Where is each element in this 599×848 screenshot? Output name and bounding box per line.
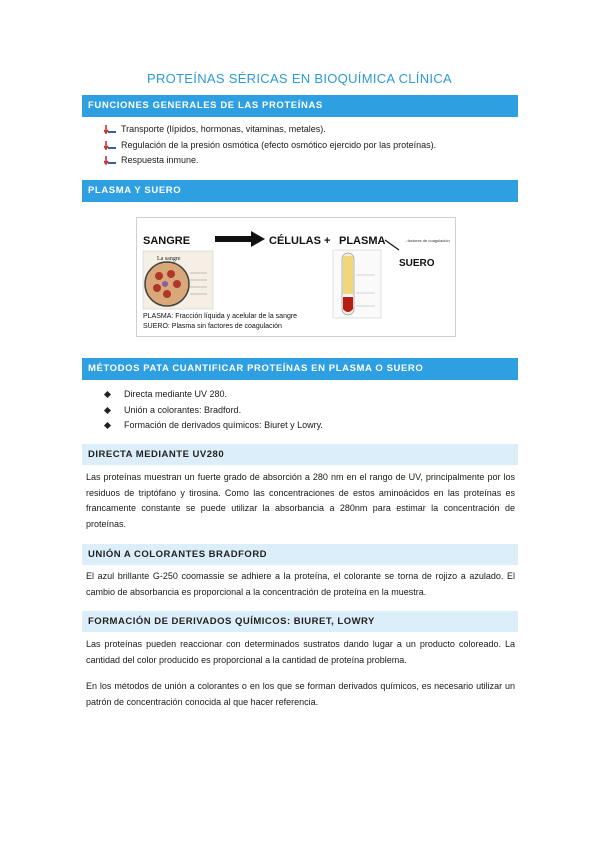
tube-image xyxy=(333,250,381,318)
subsection-heading-union: UNIÓN A COLORANTES BRADFORD xyxy=(82,544,518,565)
diamond-bullet-icon xyxy=(104,391,111,398)
funciones-list xyxy=(104,122,436,169)
page-title: PROTEÍNAS SÉRICAS EN BIOQUÍMICA CLÍNICA xyxy=(147,71,452,86)
diamond-bullet-icon xyxy=(104,422,111,429)
list-item xyxy=(104,138,436,154)
list-item-text: Regulación de la presión osmótica (efecto osmótico ejercido por las proteínas). xyxy=(121,139,437,150)
list-item-text: Directa mediante UV 280. xyxy=(124,389,228,399)
arrow-bullet-icon xyxy=(104,125,116,135)
subsection-heading-directa: DIRECTA MEDIANTE UV280 xyxy=(82,444,518,465)
label-plasma: PLASMA xyxy=(339,235,386,247)
list-item-text: Respuesta inmune. xyxy=(121,155,199,165)
paragraph-directa: Las proteínas muestran un fuerte grado de absorción a 280 nm en el rango de UV, principalmente por los residuos de triptófano y tirosina. Como las concentraciones de estos aminoácidos en las proteínas es francamente constante se puede utilizar la absorbancia a 280nm para estimar la concentración de proteínas. xyxy=(86,472,515,529)
list-item xyxy=(104,403,323,419)
section-heading-plasma: PLASMA Y SUERO xyxy=(82,180,518,202)
label-celulas: CÉLULAS xyxy=(269,235,321,247)
list-item xyxy=(104,387,323,403)
list-item-text: Unión a colorantes: Bradford. xyxy=(124,404,242,415)
label-factores: - factores de coagulación xyxy=(405,238,450,243)
list-item xyxy=(104,418,323,434)
arrow-icon xyxy=(385,240,399,250)
diamond-bullet-icon xyxy=(104,406,111,413)
label-suero-def: SUERO: Plasma sin factores de coagulación xyxy=(143,323,282,330)
label-plus: + xyxy=(324,235,331,247)
section-heading-funciones: FUNCIONES GENERALES DE LAS PROTEÍNAS xyxy=(82,95,518,117)
plasma-suero-diagram xyxy=(137,218,455,336)
list-item xyxy=(104,153,436,169)
section-heading-metodos: MÉTODOS PATA CUANTIFICAR PROTEÍNAS EN PLASMA O SUERO xyxy=(82,358,518,380)
list-item-text: Formación de derivados químicos: Biuret y Lowry. xyxy=(124,420,323,430)
subsection-heading-formacion: FORMACIÓN DE DERIVADOS QUÍMICOS: BIURET, LOWRY xyxy=(82,611,518,632)
paragraph-union: El azul brillante G-250 coomassie se adhiere a la proteína, el colorante se torna de rojizo a azulado. El cambio de absorbancia es proporcional a la concentración de proteína en la muestra. xyxy=(86,571,515,597)
paragraph-formacion-2: En los métodos de unión a colorantes o en los que se forman derivados químicos, es necesario utilizar un patrón de concentración conocida al que hacer referencia. xyxy=(86,681,515,707)
list-item xyxy=(104,122,436,138)
list-item-text: Transporte (lípidos, hormonas, vitaminas, metales). xyxy=(121,124,326,134)
label-la-sangre: La sangre xyxy=(157,256,181,262)
arrow-bullet-icon xyxy=(104,156,116,166)
arrow-icon xyxy=(215,231,265,247)
label-sangre: SANGRE xyxy=(143,235,191,247)
label-suero: SUERO xyxy=(399,258,435,269)
label-plasma-def: PLASMA: Fracción líquida y acelular de la sangre xyxy=(143,313,298,320)
arrow-bullet-icon xyxy=(104,141,116,151)
metodos-list xyxy=(104,387,323,434)
plasma-suero-figure xyxy=(136,217,456,337)
paragraph-formacion-1: Las proteínas pueden reaccionar con determinados sustratos dando lugar a un producto coloreado. La cantidad del color producido es proporcional a la cantidad de proteína problema. xyxy=(86,639,515,665)
